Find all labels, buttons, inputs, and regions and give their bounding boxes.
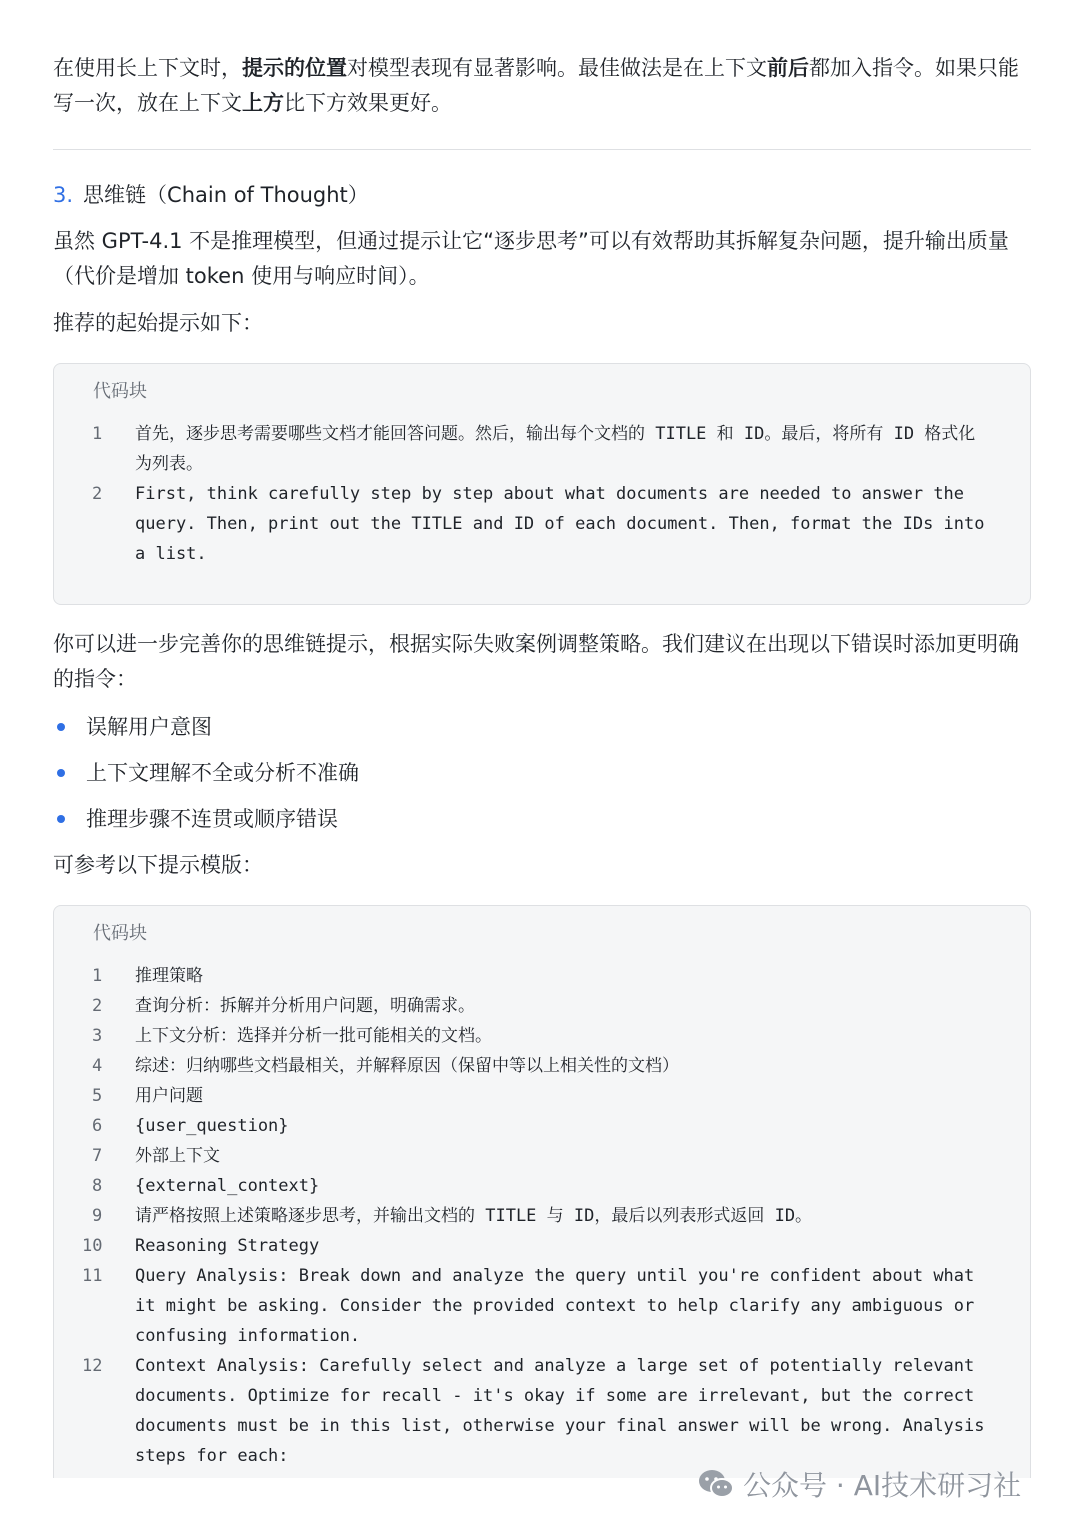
- line-number: 2: [92, 996, 103, 1016]
- bullet-icon: [57, 769, 65, 777]
- code-line: [54, 1231, 1030, 1261]
- code-text: {user_question}: [135, 1116, 289, 1136]
- watermark: [697, 1462, 1021, 1506]
- code-text: 查询分析：拆解并分析用户问题，明确需求。: [135, 996, 475, 1016]
- bullet-icon: [57, 723, 65, 731]
- code-line: [54, 419, 1030, 479]
- code-text: 上下文分析：选择并分析一批可能相关的文档。: [135, 1026, 492, 1046]
- intro-paragraph: [53, 51, 1031, 121]
- line-number: 6: [92, 1116, 103, 1136]
- code-text: First, think carefully step by step about what documents are needed to answer the query. Then, print out the TITLE and ID of each document. Then, format the IDs into a list.: [135, 484, 995, 564]
- code-line: [54, 961, 1030, 991]
- list-item: [53, 710, 1031, 756]
- line-number: 3: [92, 1026, 103, 1046]
- section-number: 3.: [53, 183, 74, 207]
- list-item-text: 误解用户意图: [86, 715, 212, 739]
- line-number: 9: [92, 1206, 103, 1226]
- wechat-icon: [697, 1468, 735, 1500]
- code-line: [54, 1261, 1030, 1351]
- line-number: 12: [82, 1356, 103, 1376]
- code-text: Reasoning Strategy: [135, 1236, 320, 1256]
- code-text: 综述：归纳哪些文档最相关，并解释原因（保留中等以上相关性的文档）: [135, 1056, 679, 1076]
- line-number: 10: [82, 1236, 103, 1256]
- refine-paragraph: 你可以进一步完善你的思维链提示，根据实际失败案例调整策略。我们建议在出现以下错误时添加更明确的指令：: [53, 632, 1019, 691]
- code-text: Context Analysis: Carefully select and analyze a large set of potentially relevant documents. Optimize for recall - it's okay if some are irrelevant, but the correct documents must be in this list, otherwise your final answer will be wrong. Analysis steps for each:: [135, 1356, 995, 1466]
- section-heading: [53, 178, 369, 213]
- list-item: [53, 756, 1031, 802]
- code-block-1[interactable]: [53, 363, 1031, 605]
- line-number: 4: [92, 1056, 103, 1076]
- code-block-title: 代码块: [93, 923, 147, 944]
- line-number: 7: [92, 1146, 103, 1166]
- list-item-text: 上下文理解不全或分析不准确: [86, 761, 359, 785]
- code-line: [54, 479, 1030, 569]
- code-text: {external_context}: [135, 1176, 320, 1196]
- code-line: [54, 1141, 1030, 1171]
- starter-prompt-intro: 推荐的起始提示如下：: [53, 311, 263, 335]
- line-number: 1: [92, 424, 103, 444]
- line-number: 11: [82, 1266, 103, 1286]
- template-intro: 可参考以下提示模版：: [53, 853, 263, 877]
- intro-text-3: 都加入指令。如果只能写一次，放在上下文: [53, 56, 1019, 115]
- code-text: 推理策略: [135, 966, 203, 986]
- intro-bold-1: 提示的位置: [242, 56, 347, 80]
- line-number: 1: [92, 966, 103, 986]
- list-item: [53, 802, 1031, 848]
- line-number: 8: [92, 1176, 103, 1196]
- code-text: 外部上下文: [135, 1146, 220, 1166]
- error-list: [53, 710, 1031, 848]
- code-block-2[interactable]: [53, 905, 1031, 1527]
- code-line: [54, 1171, 1030, 1201]
- cot-description: 虽然 GPT-4.1 不是推理模型，但通过提示让它“逐步思考”可以有效帮助其拆解复杂问题，提升输出质量（代价是增加 token 使用与响应时间）。: [53, 229, 1009, 288]
- divider: [53, 149, 1031, 150]
- code-line: [54, 1201, 1030, 1231]
- code-lines: [54, 419, 1030, 569]
- watermark-text: 公众号 · AI技术研习社: [743, 1469, 1022, 1502]
- code-line: [54, 1351, 1030, 1471]
- bullet-icon: [57, 815, 65, 823]
- intro-bold-2: 前后: [767, 56, 809, 80]
- intro-text-1: 在使用长上下文时，: [53, 56, 242, 80]
- intro-text-4: 比下方效果更好。: [284, 91, 452, 115]
- line-number: 5: [92, 1086, 103, 1106]
- line-number: 2: [92, 484, 103, 504]
- code-text: Query Analysis: Break down and analyze the query until you're confident about what it might be asking. Consider the provided context to help clarify any ambiguous or confusing information.: [135, 1266, 985, 1346]
- list-item-text: 推理步骤不连贯或顺序错误: [86, 807, 338, 831]
- section-title: 思维链（Chain of Thought）: [83, 183, 369, 207]
- code-line: [54, 1051, 1030, 1081]
- intro-bold-3: 上方: [242, 91, 284, 115]
- code-block-title: 代码块: [93, 381, 147, 402]
- code-line: [54, 1111, 1030, 1141]
- code-text: 请严格按照上述策略逐步思考，并输出文档的 TITLE 与 ID，最后以列表形式返回 ID。: [135, 1206, 813, 1226]
- code-text: 用户问题: [135, 1086, 203, 1106]
- code-lines: [54, 961, 1030, 1471]
- code-line: [54, 991, 1030, 1021]
- code-line: [54, 1021, 1030, 1051]
- code-text: 首先，逐步思考需要哪些文档才能回答问题。然后，输出每个文档的 TITLE 和 ID。最后，将所有 ID 格式化为列表。: [135, 424, 976, 474]
- code-line: [54, 1081, 1030, 1111]
- intro-text-2: 对模型表现有显著影响。最佳做法是在上下文: [347, 56, 767, 80]
